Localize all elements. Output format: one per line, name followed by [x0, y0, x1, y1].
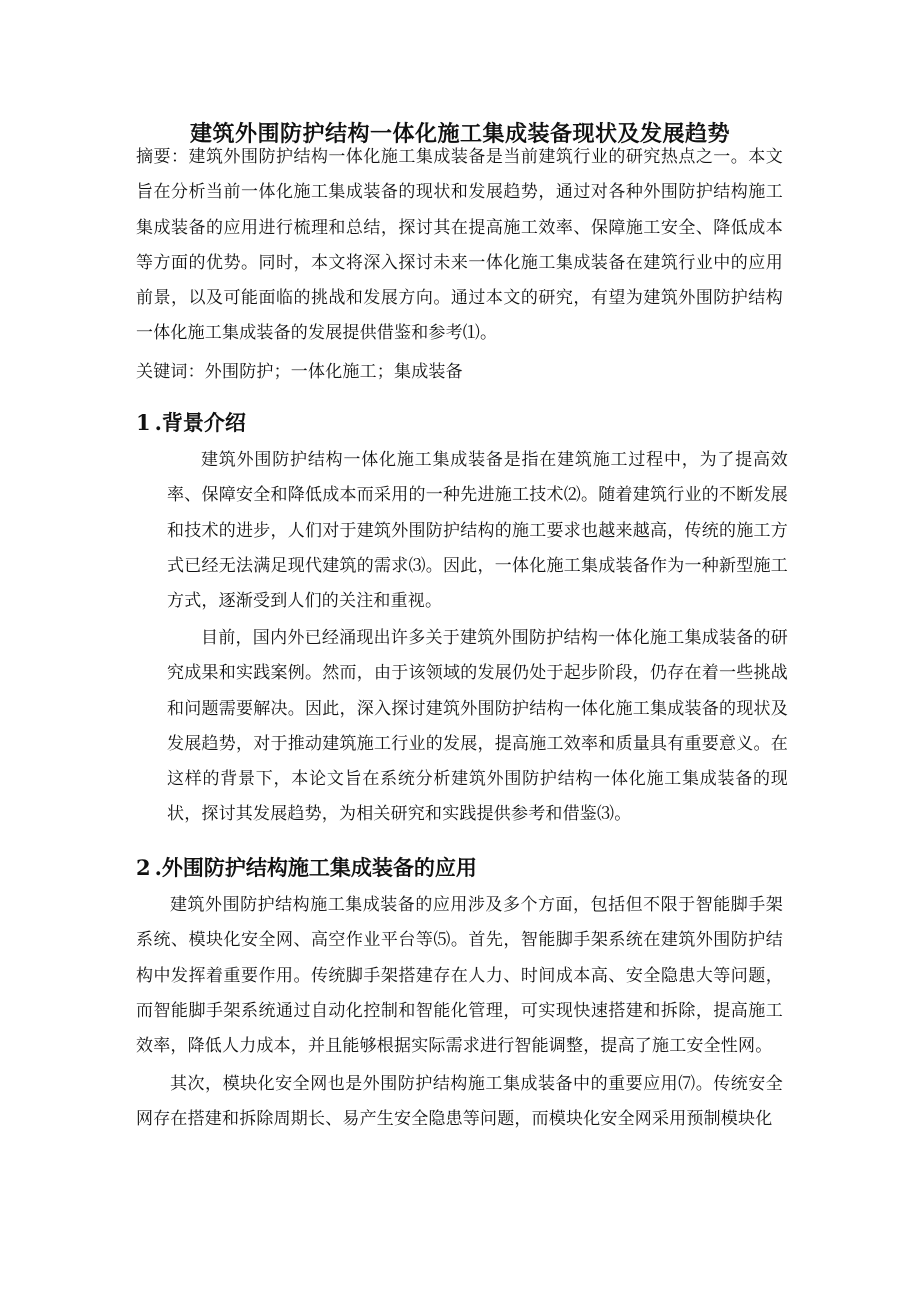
section-1-paragraph-2: 目前，国内外已经涌现出许多关于建筑外围防护结构一体化施工集成装备的研究成果和实践案例。然而，由于该领域的发展仍处于起步阶段，仍存在着一些挑战和问题需要解决。因此，深入探讨建筑外围防护结构一体化施工集成装备的现状及发展趋势，对于推动建筑施工行业的发展，提高施工效率和质量具有重要意义。在这样的背景下，本论文旨在系统分析建筑外围防护结构一体化施工集成装备的现状，探讨其发展趋势，为相关研究和实践提供参考和借鉴⑶。: [167, 628, 788, 825]
section-1-heading: [136, 408, 246, 438]
section-2-title: .外围防护结构施工集成装备的应用: [154, 855, 477, 880]
paper-title: 建筑外围防护结构一体化施工集成装备现状及发展趋势: [189, 120, 730, 147]
section-1-number: 1: [136, 410, 151, 435]
section-1-title: .背景介绍: [154, 410, 246, 435]
section-2-paragraph-1: 建筑外围防护结构施工集成装备的应用涉及多个方面，包括但不限于智能脚手架系统、模块化安全网、高空作业平台等⑸。首先，智能脚手架系统在建筑外围防护结构中发挥着重要作用。传统脚手架搭建存在人力、时间成本高、安全隐患大等问题，而智能脚手架系统通过自动化控制和智能化管理，可实现快速搭建和拆除，提高施工效率，降低人力成本，并且能够根据实际需求进行智能调整，提高了施工安全性网。: [136, 895, 783, 1057]
section-1-paragraph-1: 建筑外围防护结构一体化施工集成装备是指在建筑施工过程中，为了提高效率、保障安全和降低成本而采用的一种先进施工技术⑵。随着建筑行业的不断发展和技术的进步，人们对于建筑外围防护结构的施工要求也越来越高，传统的施工方式已经无法满足现代建筑的需求⑶。因此，一体化施工集成装备作为一种新型施工方式，逐渐受到人们的关注和重视。: [167, 450, 788, 612]
keywords-line: 关键词：外围防护；一体化施工；集成装备: [136, 362, 463, 382]
section-2-paragraph-2: 其次，模块化安全网也是外围防护结构施工集成装备中的重要应用⑺。传统安全网存在搭建和拆除周期长、易产生安全隐患等问题，而模块化安全网采用预制模块化: [136, 1074, 783, 1130]
section-2-heading: [136, 853, 477, 883]
abstract-paragraph: 摘要：建筑外围防护结构一体化施工集成装备是当前建筑行业的研究热点之一。本文旨在分析当前一体化施工集成装备的现状和发展趋势，通过对各种外围防护结构施工集成装备的应用进行梳理和总结，探讨其在提高施工效率、保障施工安全、降低成本等方面的优势。同时，本文将深入探讨未来一体化施工集成装备在建筑行业中的应用前景，以及可能面临的挑战和发展方向。通过本文的研究，有望为建筑外围防护结构一体化施工集成装备的发展提供借鉴和参考⑴。: [136, 147, 783, 344]
section-2-number: 2: [136, 855, 151, 880]
